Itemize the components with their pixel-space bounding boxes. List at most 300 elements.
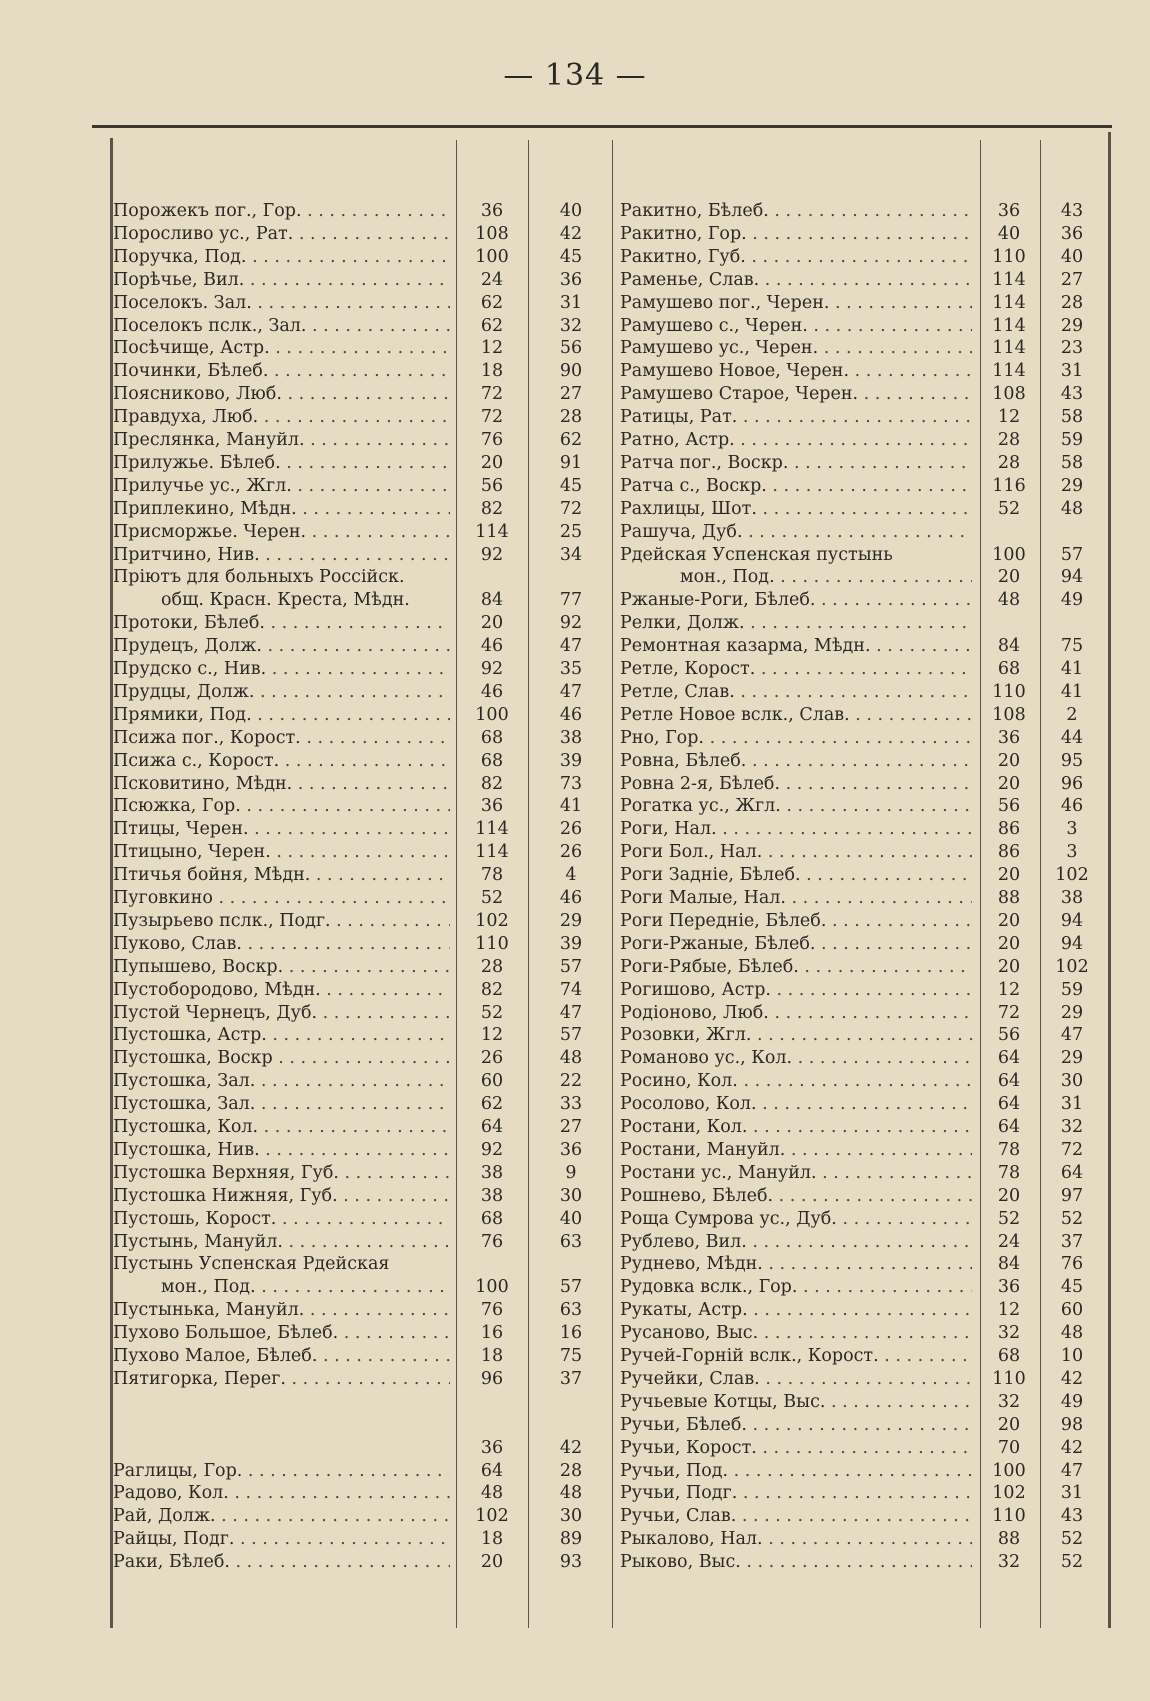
entry-name: Ручьи, Подг. . . . bbox=[620, 1482, 972, 1505]
square-number: 29 bbox=[1060, 1048, 1084, 1069]
entry-name: Раглицы, Гор. . . . bbox=[113, 1460, 450, 1483]
square-number: 40 bbox=[559, 1208, 583, 1229]
entry-name: Пустошка, Кол. . . . bbox=[113, 1116, 450, 1139]
square-number: 45 bbox=[559, 246, 583, 267]
entry-name: Райцы, Подг. . . . bbox=[113, 1528, 450, 1551]
entry-name: мон., Под. . . . bbox=[161, 1276, 450, 1299]
entry-name: Пустой Чернецъ, Дуб. . . . bbox=[113, 1002, 450, 1025]
table-row bbox=[620, 727, 1100, 750]
square-number: 45 bbox=[559, 475, 583, 496]
map-sheet-number: 102 bbox=[992, 1483, 1026, 1504]
map-sheet-number: 72 bbox=[480, 384, 504, 405]
entry-name: Прудцы, Долж. . . . bbox=[113, 681, 450, 704]
entry-name: Рамушево пог., Черен. . . . bbox=[620, 292, 972, 315]
square-number: 76 bbox=[1060, 1254, 1084, 1275]
map-sheet-number: 20 bbox=[997, 1185, 1021, 1206]
square-number: 46 bbox=[1060, 796, 1084, 817]
table-row bbox=[113, 1505, 610, 1528]
table-row bbox=[620, 1208, 1100, 1231]
map-sheet-number: 64 bbox=[997, 1117, 1021, 1137]
column-rule bbox=[612, 140, 613, 1628]
entry-name: Пустошь, Корост. . . . bbox=[113, 1208, 450, 1231]
entry-name: Ратно, Астр. . . . bbox=[620, 429, 972, 452]
entry-name: Ретле Новое вслк., Слав. . . . bbox=[620, 704, 972, 727]
entry-name: Ратча пог., Воскр. . . . bbox=[620, 452, 972, 475]
square-number: 98 bbox=[1060, 1414, 1084, 1435]
map-sheet-number: 36 bbox=[480, 796, 504, 817]
table-row bbox=[113, 1414, 610, 1437]
map-sheet-number: 72 bbox=[480, 407, 504, 428]
table-row bbox=[113, 315, 610, 338]
table-row bbox=[113, 269, 610, 292]
table-row bbox=[620, 1437, 1100, 1460]
map-sheet-number: 36 bbox=[997, 1277, 1021, 1298]
map-sheet-number: 56 bbox=[997, 1025, 1021, 1046]
table-row bbox=[620, 1299, 1100, 1322]
square-number: 72 bbox=[1060, 1139, 1084, 1160]
entry-name: Рашуча, Дуб. . . . bbox=[620, 521, 972, 544]
map-sheet-number: 108 bbox=[992, 704, 1026, 725]
table-row bbox=[620, 1185, 1100, 1208]
square-number: 47 bbox=[1060, 1460, 1084, 1481]
map-sheet-number: 20 bbox=[997, 567, 1021, 588]
entry-name: Присморжье. Черен. . . . bbox=[113, 521, 450, 544]
square-number: 35 bbox=[559, 659, 583, 679]
map-sheet-number: 76 bbox=[480, 1231, 504, 1252]
map-sheet-number: 100 bbox=[475, 704, 509, 725]
map-sheet-number: 18 bbox=[480, 1529, 504, 1550]
square-number: 27 bbox=[1060, 269, 1084, 290]
table-row bbox=[620, 864, 1100, 887]
table-row bbox=[620, 1047, 1100, 1070]
square-number: 48 bbox=[1060, 498, 1084, 519]
entry-name: Пустынь Успенская Рдейская bbox=[113, 1254, 390, 1275]
entry-name: Птицы, Черен. . . . bbox=[113, 818, 450, 841]
square-number: 52 bbox=[1060, 1552, 1084, 1573]
map-sheet-number: 78 bbox=[997, 1139, 1021, 1160]
table-row bbox=[113, 1047, 610, 1070]
map-sheet-number: 102 bbox=[475, 910, 509, 931]
square-number: 52 bbox=[1060, 1529, 1084, 1550]
square-number: 41 bbox=[1060, 659, 1084, 679]
square-number: 63 bbox=[559, 1231, 583, 1252]
square-number: 29 bbox=[559, 910, 583, 931]
map-sheet-number: 84 bbox=[997, 636, 1021, 657]
square-number: 31 bbox=[1060, 361, 1084, 382]
table-row bbox=[113, 1208, 610, 1231]
entry-name: Раки, Бѣлеб. . . . bbox=[113, 1551, 450, 1574]
map-sheet-number: 110 bbox=[475, 933, 509, 954]
table-row bbox=[113, 589, 610, 612]
square-number: 52 bbox=[1060, 1208, 1084, 1229]
entry-name: Руднево, Мѣдн. . . . bbox=[620, 1253, 972, 1276]
square-number: 9 bbox=[565, 1162, 577, 1183]
table-row bbox=[113, 223, 610, 246]
entry-name: Ракитно, Губ. . . . bbox=[620, 246, 972, 269]
square-number: 39 bbox=[559, 750, 583, 771]
entry-name: Рукаты, Астр. . . . bbox=[620, 1299, 972, 1322]
entry-name: Ракитно, Гор. . . . bbox=[620, 223, 972, 246]
entry-name: Пустошка, Нив. . . . bbox=[113, 1139, 450, 1162]
map-sheet-number: 92 bbox=[480, 544, 504, 565]
table-row bbox=[113, 841, 610, 864]
square-number: 44 bbox=[1060, 727, 1084, 748]
table-row bbox=[620, 429, 1100, 452]
square-number: 37 bbox=[559, 1368, 583, 1389]
entry-name: Ростани ус., Мануйл. . . . bbox=[620, 1162, 972, 1185]
square-number: 46 bbox=[559, 888, 583, 908]
entry-name: Приплекино, Мѣдн. . . . bbox=[113, 498, 450, 521]
square-number: 29 bbox=[1060, 1002, 1084, 1023]
entry-name: Роги Задніе, Бѣлеб. . . . bbox=[620, 864, 972, 887]
table-row bbox=[113, 1070, 610, 1093]
table-row bbox=[113, 750, 610, 773]
square-number: 94 bbox=[1060, 933, 1084, 954]
entry-name: Пустошка, Воскр . . . bbox=[113, 1047, 450, 1070]
map-sheet-number: 82 bbox=[480, 498, 504, 519]
square-number: 22 bbox=[559, 1071, 583, 1092]
entry-name: Псюжка, Гор. . . . bbox=[113, 795, 450, 818]
square-number: 94 bbox=[1060, 567, 1084, 588]
square-number: 36 bbox=[559, 1139, 583, 1160]
entry-name: Пустошка, Зал. . . . bbox=[113, 1070, 450, 1093]
table-row bbox=[620, 521, 1100, 544]
map-sheet-number: 36 bbox=[480, 201, 504, 221]
entry-name: Рамушево с., Черен. . . . bbox=[620, 315, 972, 338]
table-row bbox=[113, 383, 610, 406]
map-sheet-number: 84 bbox=[480, 590, 504, 611]
entry-name: Ручей-Горній вслк., Корост. . . . bbox=[620, 1345, 972, 1368]
square-number: 16 bbox=[559, 1323, 583, 1344]
map-sheet-number: 114 bbox=[475, 819, 509, 840]
table-row bbox=[113, 933, 610, 956]
entry-name: Псижа пог., Корост. . . . bbox=[113, 727, 450, 750]
square-number: 48 bbox=[559, 1048, 583, 1069]
map-sheet-number: 108 bbox=[992, 384, 1026, 405]
square-number: 43 bbox=[1060, 384, 1084, 405]
map-sheet-number: 76 bbox=[480, 1300, 504, 1321]
table-row bbox=[620, 612, 1100, 635]
entry-name: Ручейки, Слав. . . . bbox=[620, 1368, 972, 1391]
table-row bbox=[620, 1551, 1100, 1574]
square-number: 96 bbox=[1060, 773, 1084, 794]
map-sheet-number: 32 bbox=[997, 1391, 1021, 1412]
square-number: 23 bbox=[1060, 338, 1084, 359]
map-sheet-number: 100 bbox=[992, 1460, 1026, 1481]
map-sheet-number: 36 bbox=[997, 201, 1021, 221]
square-number: 26 bbox=[559, 819, 583, 840]
map-sheet-number: 114 bbox=[475, 842, 509, 863]
square-number: 47 bbox=[1060, 1025, 1084, 1046]
table-row bbox=[113, 1437, 610, 1460]
square-number: 60 bbox=[1060, 1300, 1084, 1321]
table-row bbox=[620, 1139, 1100, 1162]
table-row bbox=[113, 1299, 610, 1322]
map-sheet-number: 82 bbox=[480, 979, 504, 1000]
square-number: 92 bbox=[559, 613, 583, 634]
square-number: 91 bbox=[559, 452, 583, 473]
square-number: 73 bbox=[559, 773, 583, 794]
square-number: 75 bbox=[559, 1346, 583, 1366]
square-number: 59 bbox=[1060, 430, 1084, 450]
map-sheet-number: 28 bbox=[997, 452, 1021, 473]
map-sheet-number: 16 bbox=[480, 1323, 504, 1344]
entry-name: Пустобородово, Мѣдн. . . . bbox=[113, 979, 450, 1002]
table-row bbox=[620, 795, 1100, 818]
table-border-right bbox=[1108, 132, 1111, 1628]
square-number: 49 bbox=[1060, 590, 1084, 611]
table-row bbox=[620, 956, 1100, 979]
entry-name: Псковитино, Мѣдн. . . . bbox=[113, 773, 450, 796]
square-number: 57 bbox=[559, 1277, 583, 1298]
square-number: 42 bbox=[1060, 1368, 1084, 1389]
map-sheet-number: 52 bbox=[997, 1208, 1021, 1229]
table-row bbox=[113, 1024, 610, 1047]
map-sheet-number: 40 bbox=[997, 223, 1021, 244]
entry-name: Розовки, Жгл. . . . bbox=[620, 1024, 972, 1047]
map-sheet-number: 82 bbox=[480, 773, 504, 794]
table-row bbox=[620, 1276, 1100, 1299]
table-row bbox=[620, 1482, 1100, 1505]
map-sheet-number: 64 bbox=[480, 1117, 504, 1137]
map-sheet-number: 110 bbox=[992, 1368, 1026, 1389]
table-row bbox=[620, 544, 1100, 567]
entry-name: Русаново, Выс. . . . bbox=[620, 1322, 972, 1345]
map-sheet-number: 56 bbox=[480, 475, 504, 496]
square-number: 30 bbox=[559, 1506, 583, 1527]
square-number: 95 bbox=[1060, 750, 1084, 771]
map-sheet-number: 28 bbox=[480, 956, 504, 977]
map-sheet-number: 12 bbox=[997, 407, 1021, 428]
entry-name: Рамушево ус., Черен. . . . bbox=[620, 337, 972, 360]
square-number: 26 bbox=[559, 842, 583, 863]
entry-name: Пухово Большое, Бѣлеб. . . . bbox=[113, 1322, 450, 1345]
map-sheet-number: 100 bbox=[475, 1277, 509, 1298]
square-number: 58 bbox=[1060, 407, 1084, 428]
map-sheet-number: 12 bbox=[997, 979, 1021, 1000]
table-row bbox=[113, 521, 610, 544]
entry-name: Рогишово, Астр. . . . bbox=[620, 979, 972, 1002]
entry-name: Преслянка, Мануйл. . . . bbox=[113, 429, 450, 452]
table-row bbox=[113, 1551, 610, 1574]
table-row bbox=[620, 360, 1100, 383]
square-number: 41 bbox=[559, 796, 583, 817]
entry-name: Поясниково, Люб. . . . bbox=[113, 383, 450, 406]
table-row bbox=[620, 910, 1100, 933]
entry-name: Поселокъ пслк., Зал. . . . bbox=[113, 315, 450, 338]
entry-name: Роги-Рябые, Бѣлеб. . . . bbox=[620, 956, 972, 979]
square-number: 42 bbox=[1060, 1437, 1084, 1458]
entry-name: Птицыно, Черен. . . . bbox=[113, 841, 450, 864]
map-sheet-number: 24 bbox=[480, 269, 504, 290]
square-number: 40 bbox=[1060, 246, 1084, 267]
entry-name: Рамушево Старое, Черен. . . . bbox=[620, 383, 972, 406]
table-row bbox=[113, 498, 610, 521]
map-sheet-number: 88 bbox=[997, 888, 1021, 908]
entry-name: Пятигорка, Перег. . . . bbox=[113, 1368, 450, 1391]
square-number: 28 bbox=[559, 407, 583, 428]
table-row bbox=[620, 589, 1100, 612]
map-sheet-number: 18 bbox=[480, 1346, 504, 1366]
map-sheet-number: 52 bbox=[997, 498, 1021, 519]
table-row bbox=[620, 1253, 1100, 1276]
square-number: 64 bbox=[1060, 1162, 1084, 1183]
square-number: 89 bbox=[559, 1529, 583, 1550]
table-row bbox=[113, 1185, 610, 1208]
table-row bbox=[620, 246, 1100, 269]
table-row bbox=[620, 1368, 1100, 1391]
map-sheet-number: 46 bbox=[480, 636, 504, 657]
square-number: 3 bbox=[1066, 842, 1078, 863]
table-row bbox=[620, 841, 1100, 864]
square-number: 58 bbox=[1060, 452, 1084, 473]
table-row bbox=[620, 1002, 1100, 1025]
map-sheet-number: 110 bbox=[992, 246, 1026, 267]
entry-name: Радово, Кол. . . . bbox=[113, 1482, 450, 1505]
entry-name: Прудецъ, Долж. . . . bbox=[113, 635, 450, 658]
square-number: 75 bbox=[1060, 636, 1084, 657]
entry-name: Пустошка Верхняя, Губ. . . . bbox=[113, 1162, 450, 1185]
entry-name: Ровна, Бѣлеб. . . . bbox=[620, 750, 972, 773]
entry-name: Пустошка Нижняя, Губ. . . . bbox=[113, 1185, 450, 1208]
map-sheet-number: 68 bbox=[997, 1346, 1021, 1366]
table-row bbox=[620, 635, 1100, 658]
table-row bbox=[113, 1368, 610, 1391]
map-sheet-number: 88 bbox=[997, 1529, 1021, 1550]
entry-name: Посѣчище, Астр. . . . bbox=[113, 337, 450, 360]
entry-name: Ровна 2-я, Бѣлеб. . . . bbox=[620, 773, 972, 796]
map-sheet-number: 32 bbox=[997, 1552, 1021, 1573]
entry-name: Прилужье. Бѣлеб. . . . bbox=[113, 452, 450, 475]
table-row bbox=[113, 337, 610, 360]
table-row bbox=[620, 498, 1100, 521]
square-number: 42 bbox=[559, 223, 583, 244]
map-sheet-number: 114 bbox=[992, 292, 1026, 313]
entry-name: общ. Красн. Креста, Мѣдн. bbox=[161, 590, 410, 611]
entry-name: Прилучье ус., Жгл. . . . bbox=[113, 475, 450, 498]
table-row bbox=[113, 475, 610, 498]
map-sheet-number: 12 bbox=[997, 1300, 1021, 1321]
table-row bbox=[113, 1162, 610, 1185]
square-number: 57 bbox=[559, 956, 583, 977]
map-sheet-number: 12 bbox=[480, 1025, 504, 1046]
square-number: 29 bbox=[1060, 315, 1084, 336]
square-number: 72 bbox=[559, 498, 583, 519]
map-sheet-number: 68 bbox=[997, 659, 1021, 679]
table-row bbox=[620, 1024, 1100, 1047]
square-number: 30 bbox=[559, 1185, 583, 1206]
entry-name: Пріютъ для больныхъ Россійск. bbox=[113, 567, 405, 588]
square-number: 42 bbox=[559, 1437, 583, 1458]
table-row bbox=[620, 1391, 1100, 1414]
entry-name: Ракитно, Бѣлеб. . . . bbox=[620, 200, 972, 223]
table-row bbox=[620, 200, 1100, 223]
table-row bbox=[620, 750, 1100, 773]
table-row bbox=[113, 1345, 610, 1368]
square-number: 40 bbox=[559, 201, 583, 221]
square-number: 90 bbox=[559, 361, 583, 382]
entry-name: Ретле, Корост. . . . bbox=[620, 658, 972, 681]
map-sheet-number: 38 bbox=[480, 1162, 504, 1183]
map-sheet-number: 56 bbox=[997, 796, 1021, 817]
table-row bbox=[113, 635, 610, 658]
entry-name: Ремонтная казарма, Мѣдн. . . . bbox=[620, 635, 972, 658]
map-sheet-number: 62 bbox=[480, 292, 504, 313]
map-sheet-number: 20 bbox=[997, 933, 1021, 954]
entry-name: Ретле, Слав. . . . bbox=[620, 681, 972, 704]
map-sheet-number: 20 bbox=[480, 452, 504, 473]
square-number: 57 bbox=[559, 1025, 583, 1046]
square-number: 36 bbox=[1060, 223, 1084, 244]
entry-name: Псижа с., Корост. . . . bbox=[113, 750, 450, 773]
map-sheet-number: 32 bbox=[997, 1323, 1021, 1344]
square-number: 74 bbox=[559, 979, 583, 1000]
table-row bbox=[620, 1414, 1100, 1437]
table-row bbox=[113, 246, 610, 269]
entry-name: Рошнево, Бѣлеб. . . . bbox=[620, 1185, 972, 1208]
entry-name: Прямики, Под. . . . bbox=[113, 704, 450, 727]
table-row bbox=[113, 1253, 610, 1276]
entry-name: Пузырьево пслк., Подг. . . . bbox=[113, 910, 450, 933]
map-sheet-number: 18 bbox=[480, 361, 504, 382]
entry-name: Поручка, Под. . . . bbox=[113, 246, 450, 269]
entry-name: Пуговкино . . . bbox=[113, 887, 450, 910]
entry-name: Раменье, Слав. . . . bbox=[620, 269, 972, 292]
table-row bbox=[113, 1276, 610, 1299]
map-sheet-number: 64 bbox=[997, 1048, 1021, 1069]
table-row bbox=[620, 773, 1100, 796]
map-sheet-number: 52 bbox=[480, 888, 504, 908]
square-number: 56 bbox=[559, 338, 583, 359]
table-row bbox=[620, 406, 1100, 429]
entry-name: Ратча с., Воскр. . . . bbox=[620, 475, 972, 498]
square-number: 63 bbox=[559, 1300, 583, 1321]
table-row bbox=[620, 1505, 1100, 1528]
square-number: 59 bbox=[1060, 979, 1084, 1000]
entry-name: Ростани, Мануйл. . . . bbox=[620, 1139, 972, 1162]
table-row bbox=[620, 1162, 1100, 1185]
map-sheet-number: 114 bbox=[475, 521, 509, 542]
square-number: 97 bbox=[1060, 1185, 1084, 1206]
table-row bbox=[113, 544, 610, 567]
entry-name: Роща Сумрова ус., Дуб. . . . bbox=[620, 1208, 972, 1231]
table-row bbox=[620, 292, 1100, 315]
table-row bbox=[113, 406, 610, 429]
map-sheet-number: 86 bbox=[997, 842, 1021, 863]
entry-name: Рамушево Новое, Черен. . . . bbox=[620, 360, 972, 383]
map-sheet-number: 46 bbox=[480, 681, 504, 702]
map-sheet-number: 20 bbox=[997, 1414, 1021, 1435]
square-number: 48 bbox=[559, 1483, 583, 1504]
table-row bbox=[620, 1116, 1100, 1139]
entry-name: Ручьи, Слав. . . . bbox=[620, 1505, 972, 1528]
entry-name: Рахлицы, Шот. . . . bbox=[620, 498, 972, 521]
map-sheet-number: 64 bbox=[480, 1460, 504, 1481]
entry-name: Пуково, Слав. . . . bbox=[113, 933, 450, 956]
entry-name: Рублево, Вил. . . . bbox=[620, 1231, 972, 1254]
map-sheet-number: 52 bbox=[480, 1002, 504, 1023]
entry-name: Поселокъ. Зал. . . . bbox=[113, 292, 450, 315]
square-number: 93 bbox=[559, 1552, 583, 1573]
map-sheet-number: 62 bbox=[480, 1094, 504, 1115]
table-row bbox=[620, 337, 1100, 360]
table-row bbox=[113, 292, 610, 315]
square-number: 30 bbox=[1060, 1071, 1084, 1092]
table-row bbox=[113, 612, 610, 635]
square-number: 27 bbox=[559, 384, 583, 405]
table-row bbox=[113, 979, 610, 1002]
square-number: 45 bbox=[1060, 1277, 1084, 1298]
